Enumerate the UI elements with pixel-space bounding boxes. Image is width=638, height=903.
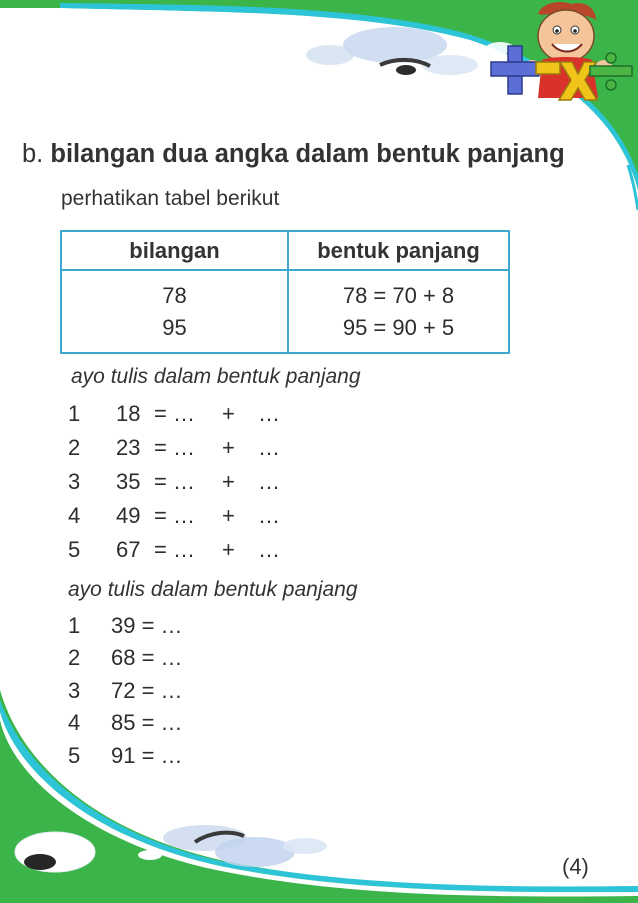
section-title: bilangan dua angka dalam bentuk panjang bbox=[50, 140, 565, 168]
item-plus: + bbox=[222, 503, 235, 528]
item-plus: + bbox=[222, 537, 235, 562]
table-cell-numbers bbox=[61, 270, 288, 353]
item-value: 67 bbox=[116, 537, 141, 562]
item-equals-blank: = … bbox=[154, 469, 195, 494]
exercise2-instruction: ayo tulis dalam bentuk panjang bbox=[68, 578, 358, 601]
item-equals-blank: = … bbox=[154, 537, 195, 562]
bubble-icon bbox=[15, 825, 327, 872]
item-blank: … bbox=[258, 469, 280, 494]
item-equals-blank: = … bbox=[154, 435, 195, 460]
item-number: 2 bbox=[68, 645, 81, 670]
table-cell: 78 = 70 + 8 bbox=[342, 283, 455, 308]
item-number: 4 bbox=[68, 503, 81, 528]
item-plus: + bbox=[222, 435, 235, 460]
item-text: 39 = … bbox=[111, 613, 183, 638]
example-table bbox=[60, 230, 510, 354]
item-number: 5 bbox=[68, 537, 81, 562]
item-text: 68 = … bbox=[111, 645, 183, 670]
page-number: (4) bbox=[562, 854, 589, 879]
header-bentuk-panjang: bentuk panjang bbox=[288, 231, 509, 270]
item-number: 1 bbox=[68, 401, 81, 426]
item-plus: + bbox=[222, 469, 235, 494]
item-number: 2 bbox=[68, 435, 81, 460]
item-plus: + bbox=[222, 401, 235, 426]
table-row bbox=[61, 270, 509, 353]
item-number: 3 bbox=[68, 469, 81, 494]
section-prefix: b. bbox=[22, 140, 44, 168]
item-equals-blank: = … bbox=[154, 401, 195, 426]
table-cell-expansions bbox=[288, 270, 509, 353]
table-cell: 95 bbox=[162, 315, 187, 340]
item-value: 23 bbox=[116, 435, 141, 460]
item-blank: … bbox=[258, 401, 280, 426]
section-heading bbox=[22, 140, 565, 169]
item-text: 91 = … bbox=[111, 743, 183, 768]
item-number: 3 bbox=[68, 678, 81, 703]
item-number: 1 bbox=[68, 613, 81, 638]
exercise1-instruction: ayo tulis dalam bentuk panjang bbox=[71, 365, 361, 388]
header-bilangan: bilangan bbox=[61, 231, 288, 270]
item-text: 72 = … bbox=[111, 678, 183, 703]
item-blank: … bbox=[258, 503, 280, 528]
item-value: 49 bbox=[116, 503, 141, 528]
table-cell: 78 bbox=[162, 283, 187, 308]
item-value: 35 bbox=[116, 469, 141, 494]
intro-text: perhatikan tabel berikut bbox=[61, 187, 280, 210]
item-value: 18 bbox=[116, 401, 141, 426]
table-header-row bbox=[61, 231, 509, 270]
item-blank: … bbox=[258, 537, 280, 562]
item-number: 5 bbox=[68, 743, 81, 768]
item-text: 85 = … bbox=[111, 710, 183, 735]
item-number: 4 bbox=[68, 710, 81, 735]
table-cell: 95 = 90 + 5 bbox=[342, 315, 455, 340]
item-equals-blank: = … bbox=[154, 503, 195, 528]
item-blank: … bbox=[258, 435, 280, 460]
